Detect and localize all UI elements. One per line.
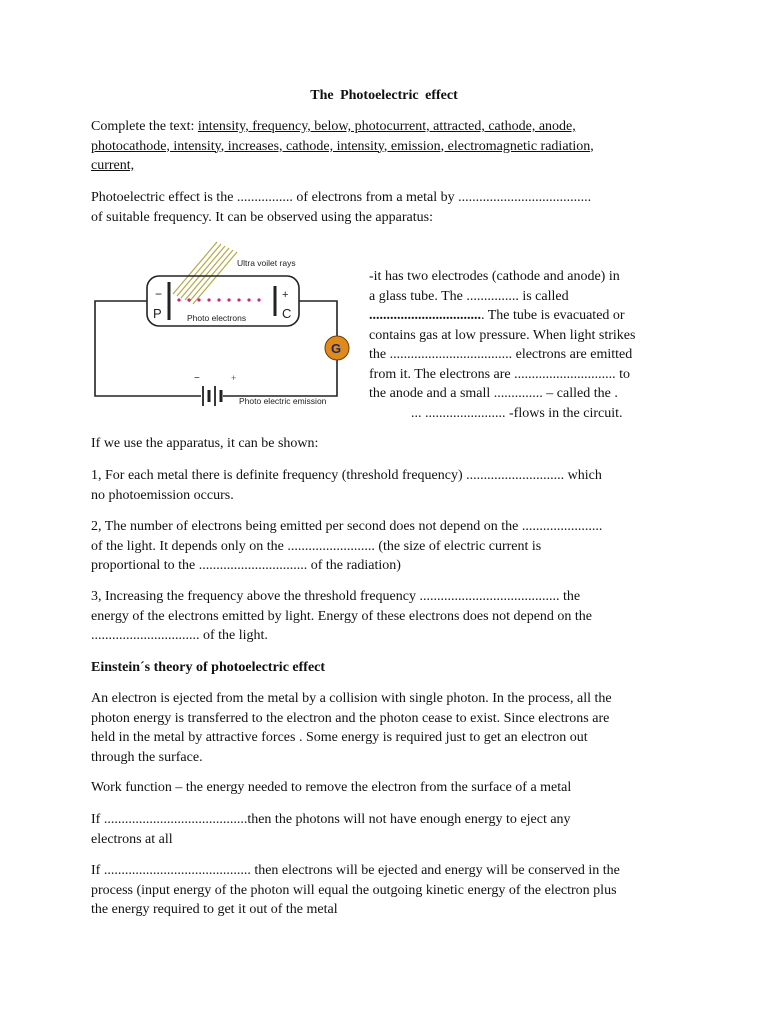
battery-plus-sign: + — [231, 373, 237, 383]
battery-minus-sign: − — [194, 373, 200, 384]
einstein-line-1: An electron is ejected from the metal by a collision with single photon. In the process, all the — [91, 691, 612, 706]
photo-electrons — [177, 298, 260, 301]
definition-line-2: of suitable frequency. It can be observed using the apparatus: — [91, 209, 433, 225]
einstein-line-4: through the surface. — [91, 749, 203, 765]
uv-label: Ultra voilet rays — [237, 258, 296, 268]
if-1-line-2: electrons at all — [91, 831, 173, 847]
c-label: C — [282, 306, 292, 321]
point-3 — [91, 587, 677, 646]
anode-plus-sign: + — [282, 289, 289, 301]
battery — [203, 386, 221, 406]
side-line-3 — [369, 306, 677, 326]
point-1 — [91, 466, 677, 505]
page-title: The Photoelectric effect — [310, 88, 458, 103]
wire-right-bottom — [223, 360, 337, 396]
electrons-label: Photo electrons — [187, 313, 247, 323]
einstein-paragraph — [91, 689, 677, 767]
point-2-line-1: 2, The number of electrons being emitted per second does not depend on the ....................... — [91, 519, 603, 534]
side-line-2: a glass tube. The ............... is called — [369, 288, 569, 304]
intro-lead: Complete the text: — [91, 119, 198, 134]
if-1-line-1: If .........................................then the photons will not have enough energy to eject any — [91, 812, 571, 827]
word-bank-line-1: intensity, frequency, below, photocurrent, attracted, cathode, anode, — [197, 119, 576, 134]
side-line-6: from it. The electrons are ............................. to — [369, 366, 631, 382]
apparatus-description — [369, 267, 677, 423]
if-2-line-2: process (input energy of the photon will equal the outgoing kinetic energy of the electron plus — [91, 882, 617, 898]
shown-line: If we use the apparatus, it can be shown: — [91, 436, 319, 451]
definition-paragraph — [91, 188, 677, 227]
galvanometer-label: G — [331, 341, 342, 356]
side-line-4: contains gas at low pressure. When light strikes — [369, 327, 636, 343]
point-1-line-1: 1, For each metal there is definite frequency (threshold frequency) ............................ which — [91, 468, 602, 483]
apparatus-diagram — [91, 236, 359, 414]
intro-paragraph — [91, 117, 677, 176]
p-label: P — [153, 306, 162, 321]
einstein-heading: Einstein´s theory of photoelectric effect — [91, 660, 326, 675]
if-2-line-1: If .......................................... then electrons will be ejected and energy will be conserved in the — [91, 863, 620, 878]
side-line-3-rest: . The tube is evacuated or — [481, 308, 625, 323]
einstein-line-2: photon energy is transferred to the electron and the photon cease to exist. Since electrons are — [91, 710, 610, 726]
wire-left — [95, 301, 201, 396]
side-line-3-blank: ................................ — [369, 308, 481, 323]
side-line-7: the anode and a small .............. – called the . — [369, 386, 618, 401]
point-3-line-1: 3, Increasing the frequency above the threshold frequency ........................................ the — [91, 589, 581, 604]
point-3-line-3: ............................... of the light. — [91, 628, 268, 643]
cathode-minus-sign: − — [155, 287, 163, 301]
side-line-1: -it has two electrodes (cathode and anode) in — [369, 269, 620, 284]
point-1-line-2: no photoemission occurs. — [91, 487, 234, 503]
word-bank-line-2: photocathode, intensity, increases, cathode, intensity, emission, electromagnetic radiation, — [91, 138, 594, 154]
wire-right-top — [299, 301, 337, 336]
if-paragraph-2 — [91, 861, 677, 920]
emission-label: Photo electric emission — [239, 396, 327, 406]
word-bank-line-3: current, — [91, 158, 135, 173]
point-3-line-2: energy of the electrons emitted by light. Energy of these electrons does not depend on the — [91, 608, 593, 624]
side-line-8: ... ....................... -flows in the circuit. — [411, 405, 623, 421]
if-paragraph-1 — [91, 810, 677, 849]
point-2-line-2: of the light. It depends only on the ......................... (the size of electric current is — [91, 538, 542, 554]
work-function: Work function – the energy needed to remove the electron from the surface of a metal — [91, 780, 572, 795]
point-2 — [91, 517, 677, 576]
uv-rays — [173, 242, 237, 304]
if-2-line-3: the energy required to get it out of the metal — [91, 902, 338, 917]
einstein-line-3: held in the metal by attractive forces . Some energy is required just to get an electron out — [91, 730, 588, 745]
side-line-5: the ................................... electrons are emitted — [369, 347, 633, 362]
point-2-line-3: proportional to the ............................... of the radiation) — [91, 558, 401, 573]
definition-line-1: Photoelectric effect is the ................ of electrons from a metal by ...................................... — [91, 190, 592, 205]
